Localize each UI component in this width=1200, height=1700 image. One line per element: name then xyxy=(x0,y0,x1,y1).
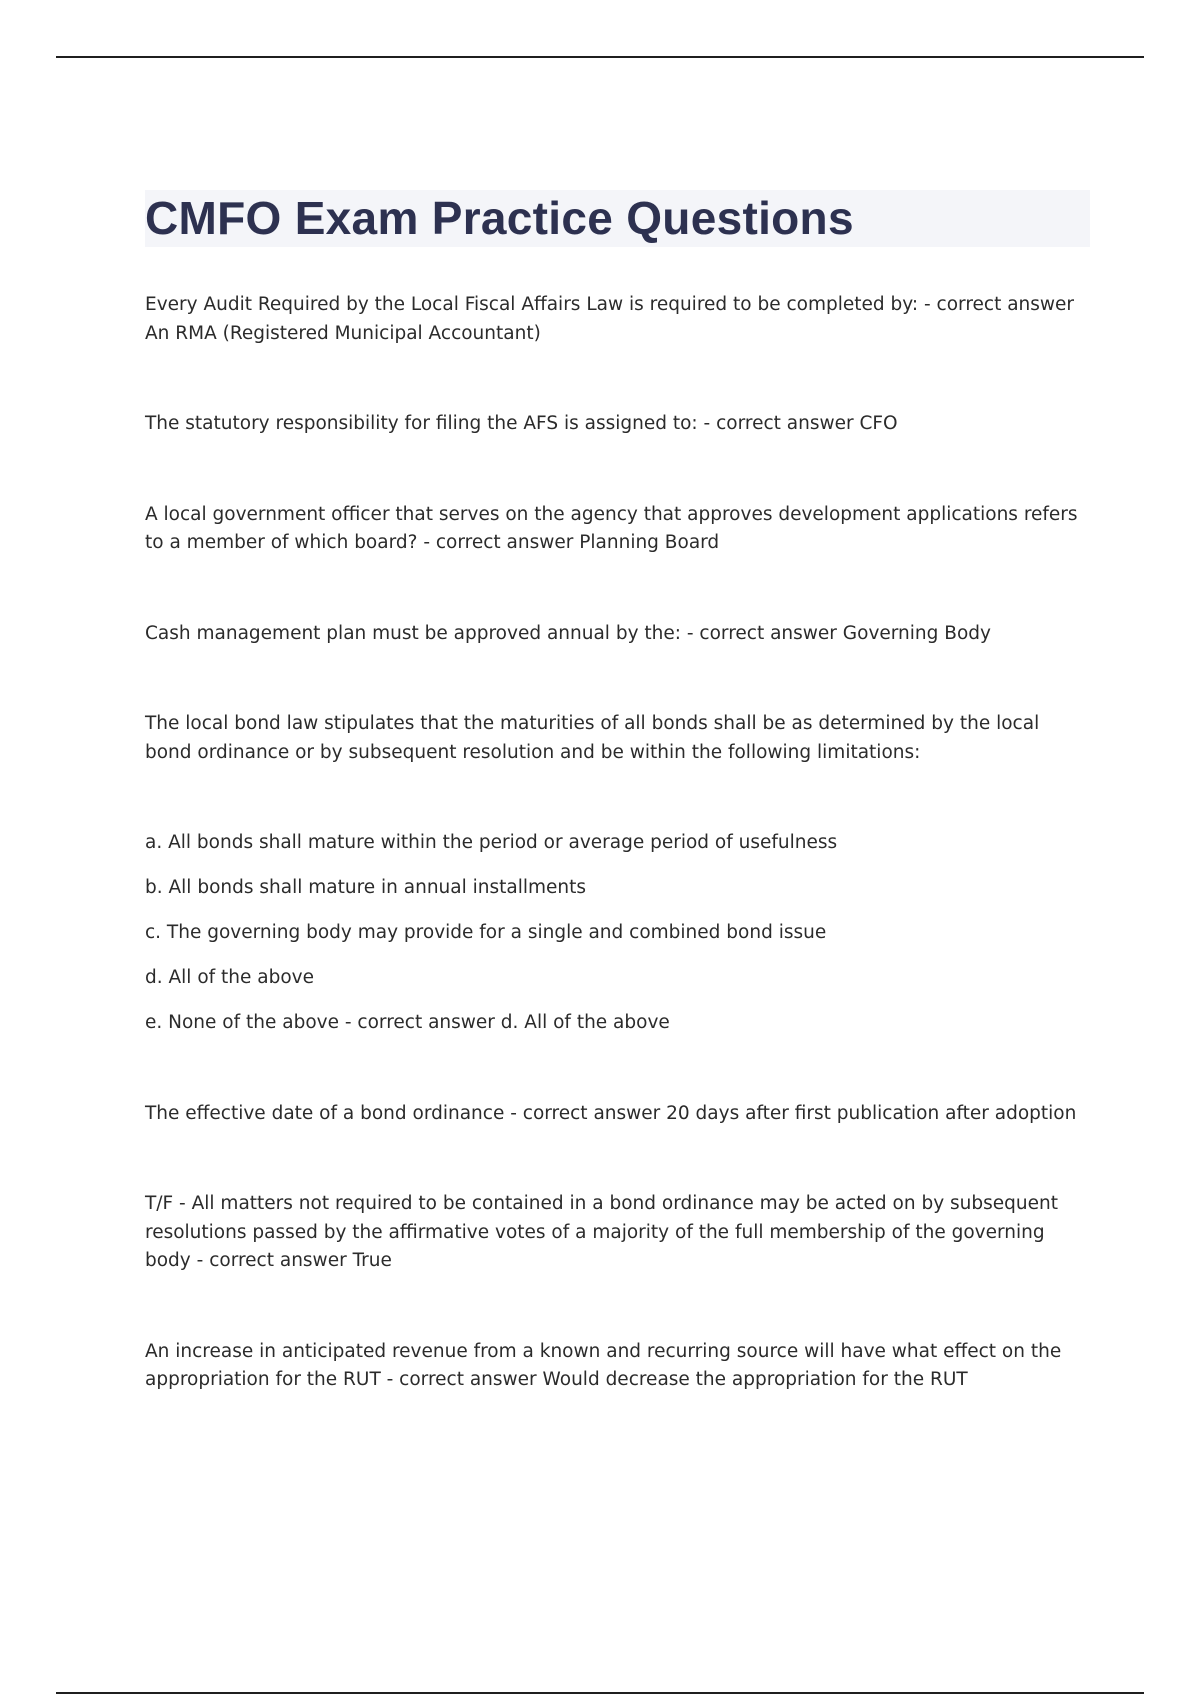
answer-separator: - correct answer xyxy=(417,532,580,553)
document-body xyxy=(145,190,1090,1457)
answer-separator: - correct answer xyxy=(681,622,843,644)
mc-option-b: b. All bonds shall mature in annual installments xyxy=(145,877,587,898)
mc-question-text: The local bond law stipulates that the maturities of all bonds shall be as determined by the local bond ordinance or by subsequent resolution and be within the following limitations: xyxy=(145,713,1040,763)
mc-answer-text: d. All of the above xyxy=(500,1012,670,1033)
answer-separator: - correct answer xyxy=(697,413,860,434)
answer-separator: - correct answer xyxy=(380,1369,543,1390)
title-band xyxy=(145,190,1090,247)
question-text: The effective date of a bond ordinance xyxy=(145,1102,505,1124)
mc-option-d: d. All of the above xyxy=(145,967,315,988)
qa-item xyxy=(145,620,1090,649)
question-text: An increase in anticipated revenue from a known and recurring source will have what effect on the appropriation for the RUT xyxy=(145,1340,1062,1390)
mc-option-e-with-answer xyxy=(145,1009,1090,1038)
question-text: T/F - All matters not required to be contained in a bond ordinance may be acted on by subsequent resolutions passed by the affirmative votes of a majority of the full membership of the governing body xyxy=(145,1193,1058,1271)
answer-text: Would decrease the appropriation for the RUT xyxy=(542,1369,968,1390)
mc-option-e: e. None of the above xyxy=(145,1012,339,1033)
answer-separator: - correct answer xyxy=(190,1250,353,1271)
question-text: A local government officer that serves on the agency that approves development applications refers to a member of which board? xyxy=(145,503,1078,553)
answer-text: An RMA (Registered Municipal Accountant) xyxy=(145,322,541,344)
answer-separator: - correct answer xyxy=(504,1102,667,1124)
page-title: CMFO Exam Practice Questions xyxy=(145,192,854,244)
qa-item xyxy=(145,1338,1090,1395)
answer-text: Planning Board xyxy=(579,532,720,553)
question-text: Cash management plan must be approved annual by the: xyxy=(145,622,681,644)
answer-text: CFO xyxy=(859,413,898,434)
answer-separator: - correct answer xyxy=(918,294,1075,315)
answer-text: 20 days after first publication after adoption xyxy=(666,1102,1077,1124)
bottom-rule xyxy=(56,1692,1144,1694)
question-text: Every Audit Required by the Local Fiscal Affairs Law is required to be completed by: xyxy=(145,294,919,315)
question-text: The statutory responsibility for filing the AFS is assigned to: xyxy=(145,413,698,434)
mc-option-c: c. The governing body may provide for a single and combined bond issue xyxy=(145,922,827,943)
answer-text: True xyxy=(352,1250,392,1271)
answer-separator: - correct answer xyxy=(338,1012,501,1033)
qa-item xyxy=(145,1190,1090,1276)
mc-option-a: a. All bonds shall mature within the period or average period of usefulness xyxy=(145,832,838,853)
qa-item xyxy=(145,291,1090,348)
qa-item xyxy=(145,501,1090,558)
top-rule xyxy=(56,56,1144,58)
qa-item xyxy=(145,1100,1090,1129)
answer-text: Governing Body xyxy=(842,622,991,644)
qa-item xyxy=(145,410,1090,439)
